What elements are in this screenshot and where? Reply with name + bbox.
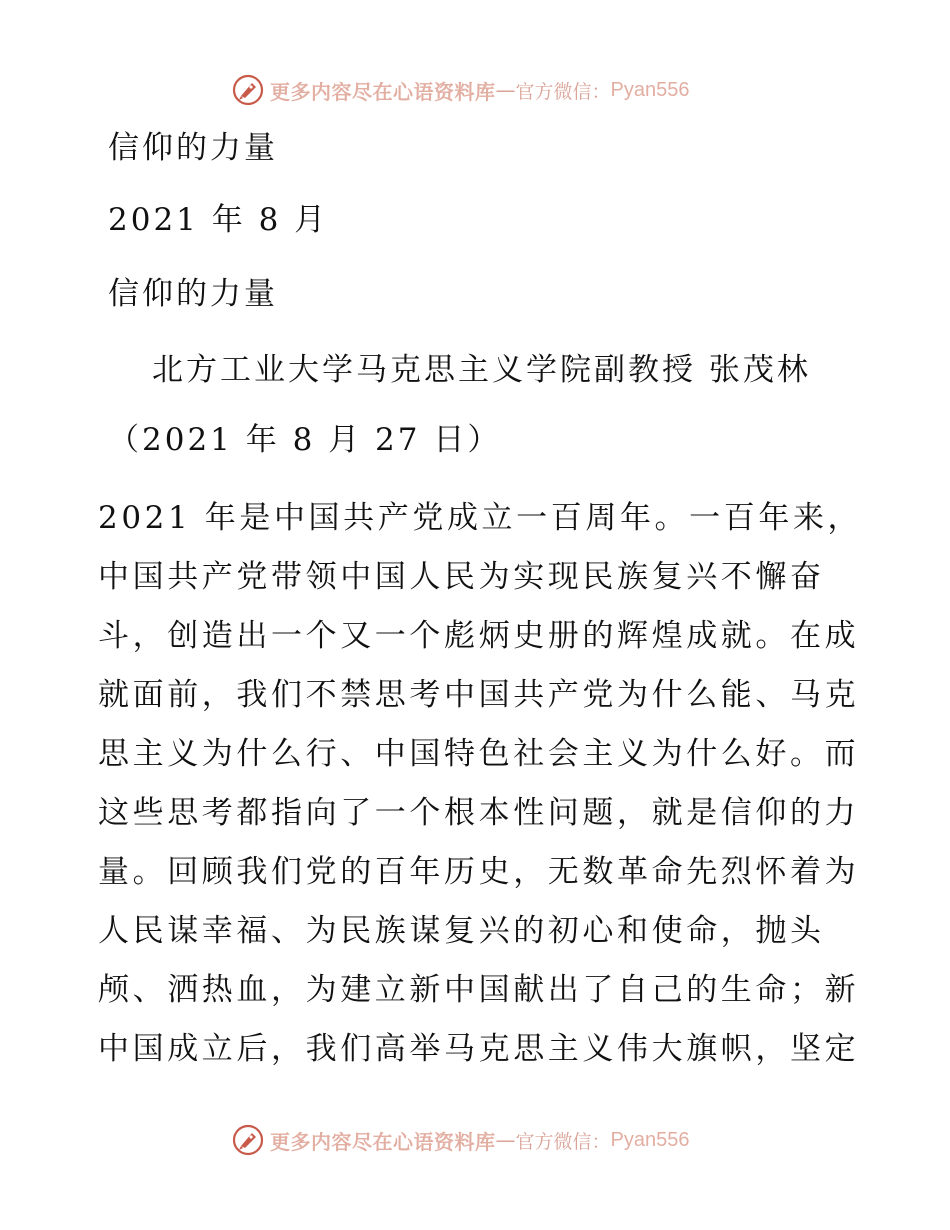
- body-line: 中国成立后，我们高举马克思主义伟大旗帜，坚定: [98, 1031, 860, 1067]
- body-line: 量。回顾我们党的百年历史，无数革命先烈怀着为: [98, 854, 860, 890]
- body-line: 颅、洒热血，为建立新中国献出了自己的生命；新: [98, 972, 860, 1008]
- watermark-separator: —: [495, 78, 516, 102]
- watermark-main-text: 更多内容尽在心语资料库: [270, 1129, 496, 1154]
- body-line: 人民谋幸福、为民族谋复兴的初心和使命，抛头: [98, 913, 825, 949]
- watermark-wechat-label: 官方微信：: [515, 80, 611, 103]
- footer-watermark: [232, 1122, 752, 1158]
- article-body: [98, 498, 863, 1088]
- body-line: 中国共产党带领中国人民为实现民族复兴不懈奋: [98, 559, 825, 595]
- body-line: 思主义为什么行、中国特色社会主义为什么好。而: [98, 736, 860, 772]
- watermark-separator: —: [495, 1128, 516, 1152]
- header-watermark: [232, 72, 752, 108]
- watermark-wechat-label: 官方微信：: [515, 1130, 611, 1153]
- body-line: 2021 年是中国共产党成立一百周年。一百年来，: [98, 500, 863, 536]
- article-author: 北方工业大学马克思主义学院副教授 张茂林: [152, 352, 811, 388]
- article-title: 信仰的力量: [108, 276, 278, 312]
- document-title: 信仰的力量: [108, 130, 278, 166]
- watermark-wechat-id: Pyan556: [610, 78, 690, 101]
- watermark-main-text: 更多内容尽在心语资料库: [270, 79, 496, 104]
- pen-nib-logo-icon: [232, 74, 264, 106]
- body-line: 这些思考都指向了一个根本性问题，就是信仰的力: [98, 795, 860, 831]
- watermark-wechat-id: Pyan556: [610, 1128, 690, 1151]
- document-date: 2021 年 8 月: [108, 202, 329, 238]
- body-line: 斗，创造出一个又一个彪炳史册的辉煌成就。在成: [98, 618, 860, 654]
- body-line: 就面前，我们不禁思考中国共产党为什么能、马克: [98, 677, 860, 713]
- article-publish-date: （2021 年 8 月 27 日）: [108, 422, 502, 458]
- pen-nib-logo-icon: [232, 1124, 264, 1156]
